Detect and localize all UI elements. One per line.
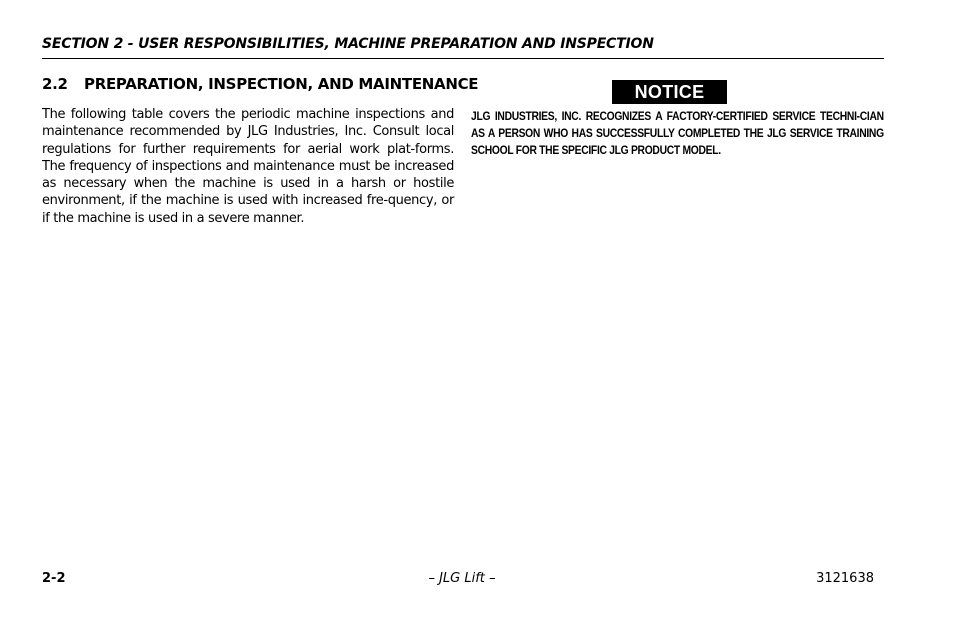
header-rule xyxy=(42,58,884,59)
heading-title: PREPARATION, INSPECTION, AND MAINTENANCE xyxy=(84,75,479,93)
page-number: 2-2 xyxy=(42,571,66,586)
section-heading xyxy=(42,74,478,94)
document-number: 3121638 xyxy=(816,571,874,586)
footer-brand: – JLG Lift – xyxy=(428,571,496,586)
notice-badge: NOTICE xyxy=(612,80,727,104)
notice-text: JLG INDUSTRIES, INC. RECOGNIZES A FACTORY-CERTIFIED SERVICE TECHNI-CIAN AS A PERSON WHO HAS SUCCESSFULLY COMPLETED THE JLG SERVICE TRAINING SCHOOL FOR THE SPECIFIC JLG PRODUCT MODEL. xyxy=(471,109,884,158)
section-header: SECTION 2 - USER RESPONSIBILITIES, MACHINE PREPARATION AND INSPECTION xyxy=(42,36,654,52)
body-paragraph: The following table covers the periodic machine inspections and maintenance recommended by JLG Industries, Inc. Consult local regulations for further requirements for aerial work plat-forms. The frequency of inspections and maintenance must be increased as necessary when the machine is used in a harsh or hostile environment, if the machine is used with increased fre-quency, or if the machine is used in a severe manner. xyxy=(42,107,454,226)
heading-number: 2.2 xyxy=(42,75,68,93)
